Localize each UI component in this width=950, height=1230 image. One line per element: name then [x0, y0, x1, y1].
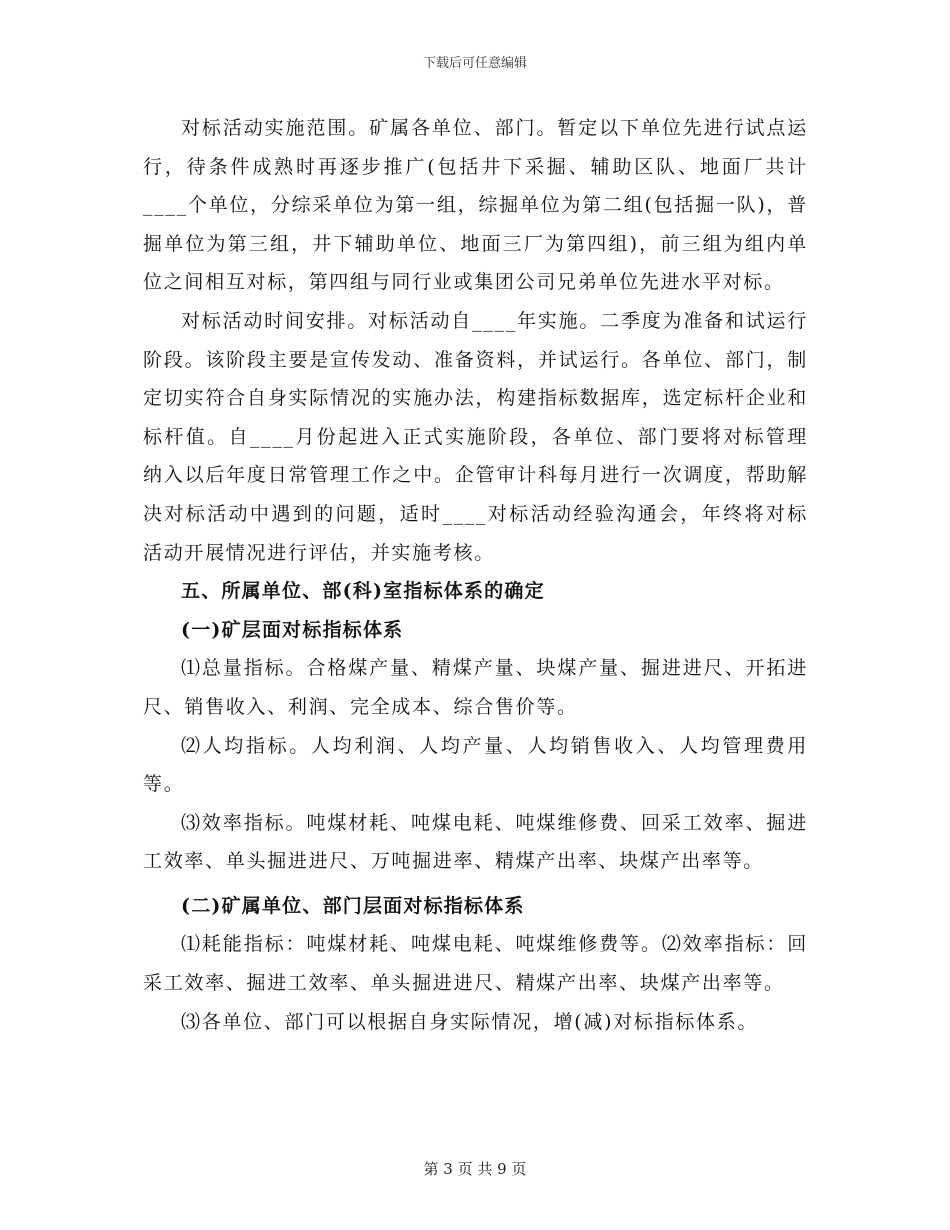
subsection-heading-mine-level: (一)矿层面对标指标体系 [181, 618, 404, 641]
document-body [143, 109, 808, 1041]
subsection-heading-unit-level: (二)矿属单位、部门层面对标指标体系 [181, 894, 525, 917]
page-footer: 第 3 页 共 9 页 [423, 1160, 527, 1178]
paragraph-schedule: 对标活动时间安排。对标活动自____年实施。二季度为准备和试运行阶段。该阶段主要是宣传发动、准备资料，并试运行。各单位、部门，制定切实符合自身实际情况的实施办法，构建指标数据库，选定标杆企业和标杆值。自____月份起进入正式实施阶段，各单位、部门要将对标管理纳入以后年度日常管理工作之中。企管审计科每月进行一次调度，帮助解决对标活动中遇到的问题，适时____对标活动经验沟通会，年终将对标活动开展情况进行评估，并实施考核。 [143, 309, 808, 564]
paragraph-per-capita-indicators: ⑵人均指标。人均利润、人均产量、人均销售收入、人均管理费用等。 [143, 734, 808, 796]
paragraph-adjust-indicators: ⑶各单位、部门可以根据自身实际情况，增(减)对标指标体系。 [181, 1010, 759, 1033]
section-heading-5: 五、所属单位、部(科)室指标体系的确定 [181, 580, 545, 603]
page-header: 下载后可任意编辑 [422, 56, 527, 71]
paragraph-scope: 对标活动实施范围。矿属各单位、部门。暂定以下单位先进行试点运行，待条件成熟时再逐步推广(包括井下采掘、辅助区队、地面厂共计____个单位，分综采单位为第一组，综掘单位为第二组(包括掘一队)，普掘单位为第三组，井下辅助单位、地面三厂为第四组)，前三组为组内单位之间相互对标，第四组与同行业或集团公司兄弟单位先进水平对标。 [143, 117, 808, 294]
paragraph-efficiency-indicators: ⑶效率指标。吨煤材耗、吨煤电耗、吨煤维修费、回采工效率、掘进工效率、单头掘进进尺、万吨掘进率、精煤产出率、块煤产出率等。 [143, 811, 808, 873]
paragraph-energy-efficiency-indicators: ⑴耗能指标：吨煤材耗、吨煤电耗、吨煤维修费等。⑵效率指标：回采工效率、掘进工效率、单头掘进进尺、精煤产出率、块煤产出率等。 [143, 933, 808, 995]
paragraph-total-indicators: ⑴总量指标。合格煤产量、精煤产量、块煤产量、掘进进尺、开拓进尺、销售收入、利润、完全成本、综合售价等。 [143, 657, 808, 718]
